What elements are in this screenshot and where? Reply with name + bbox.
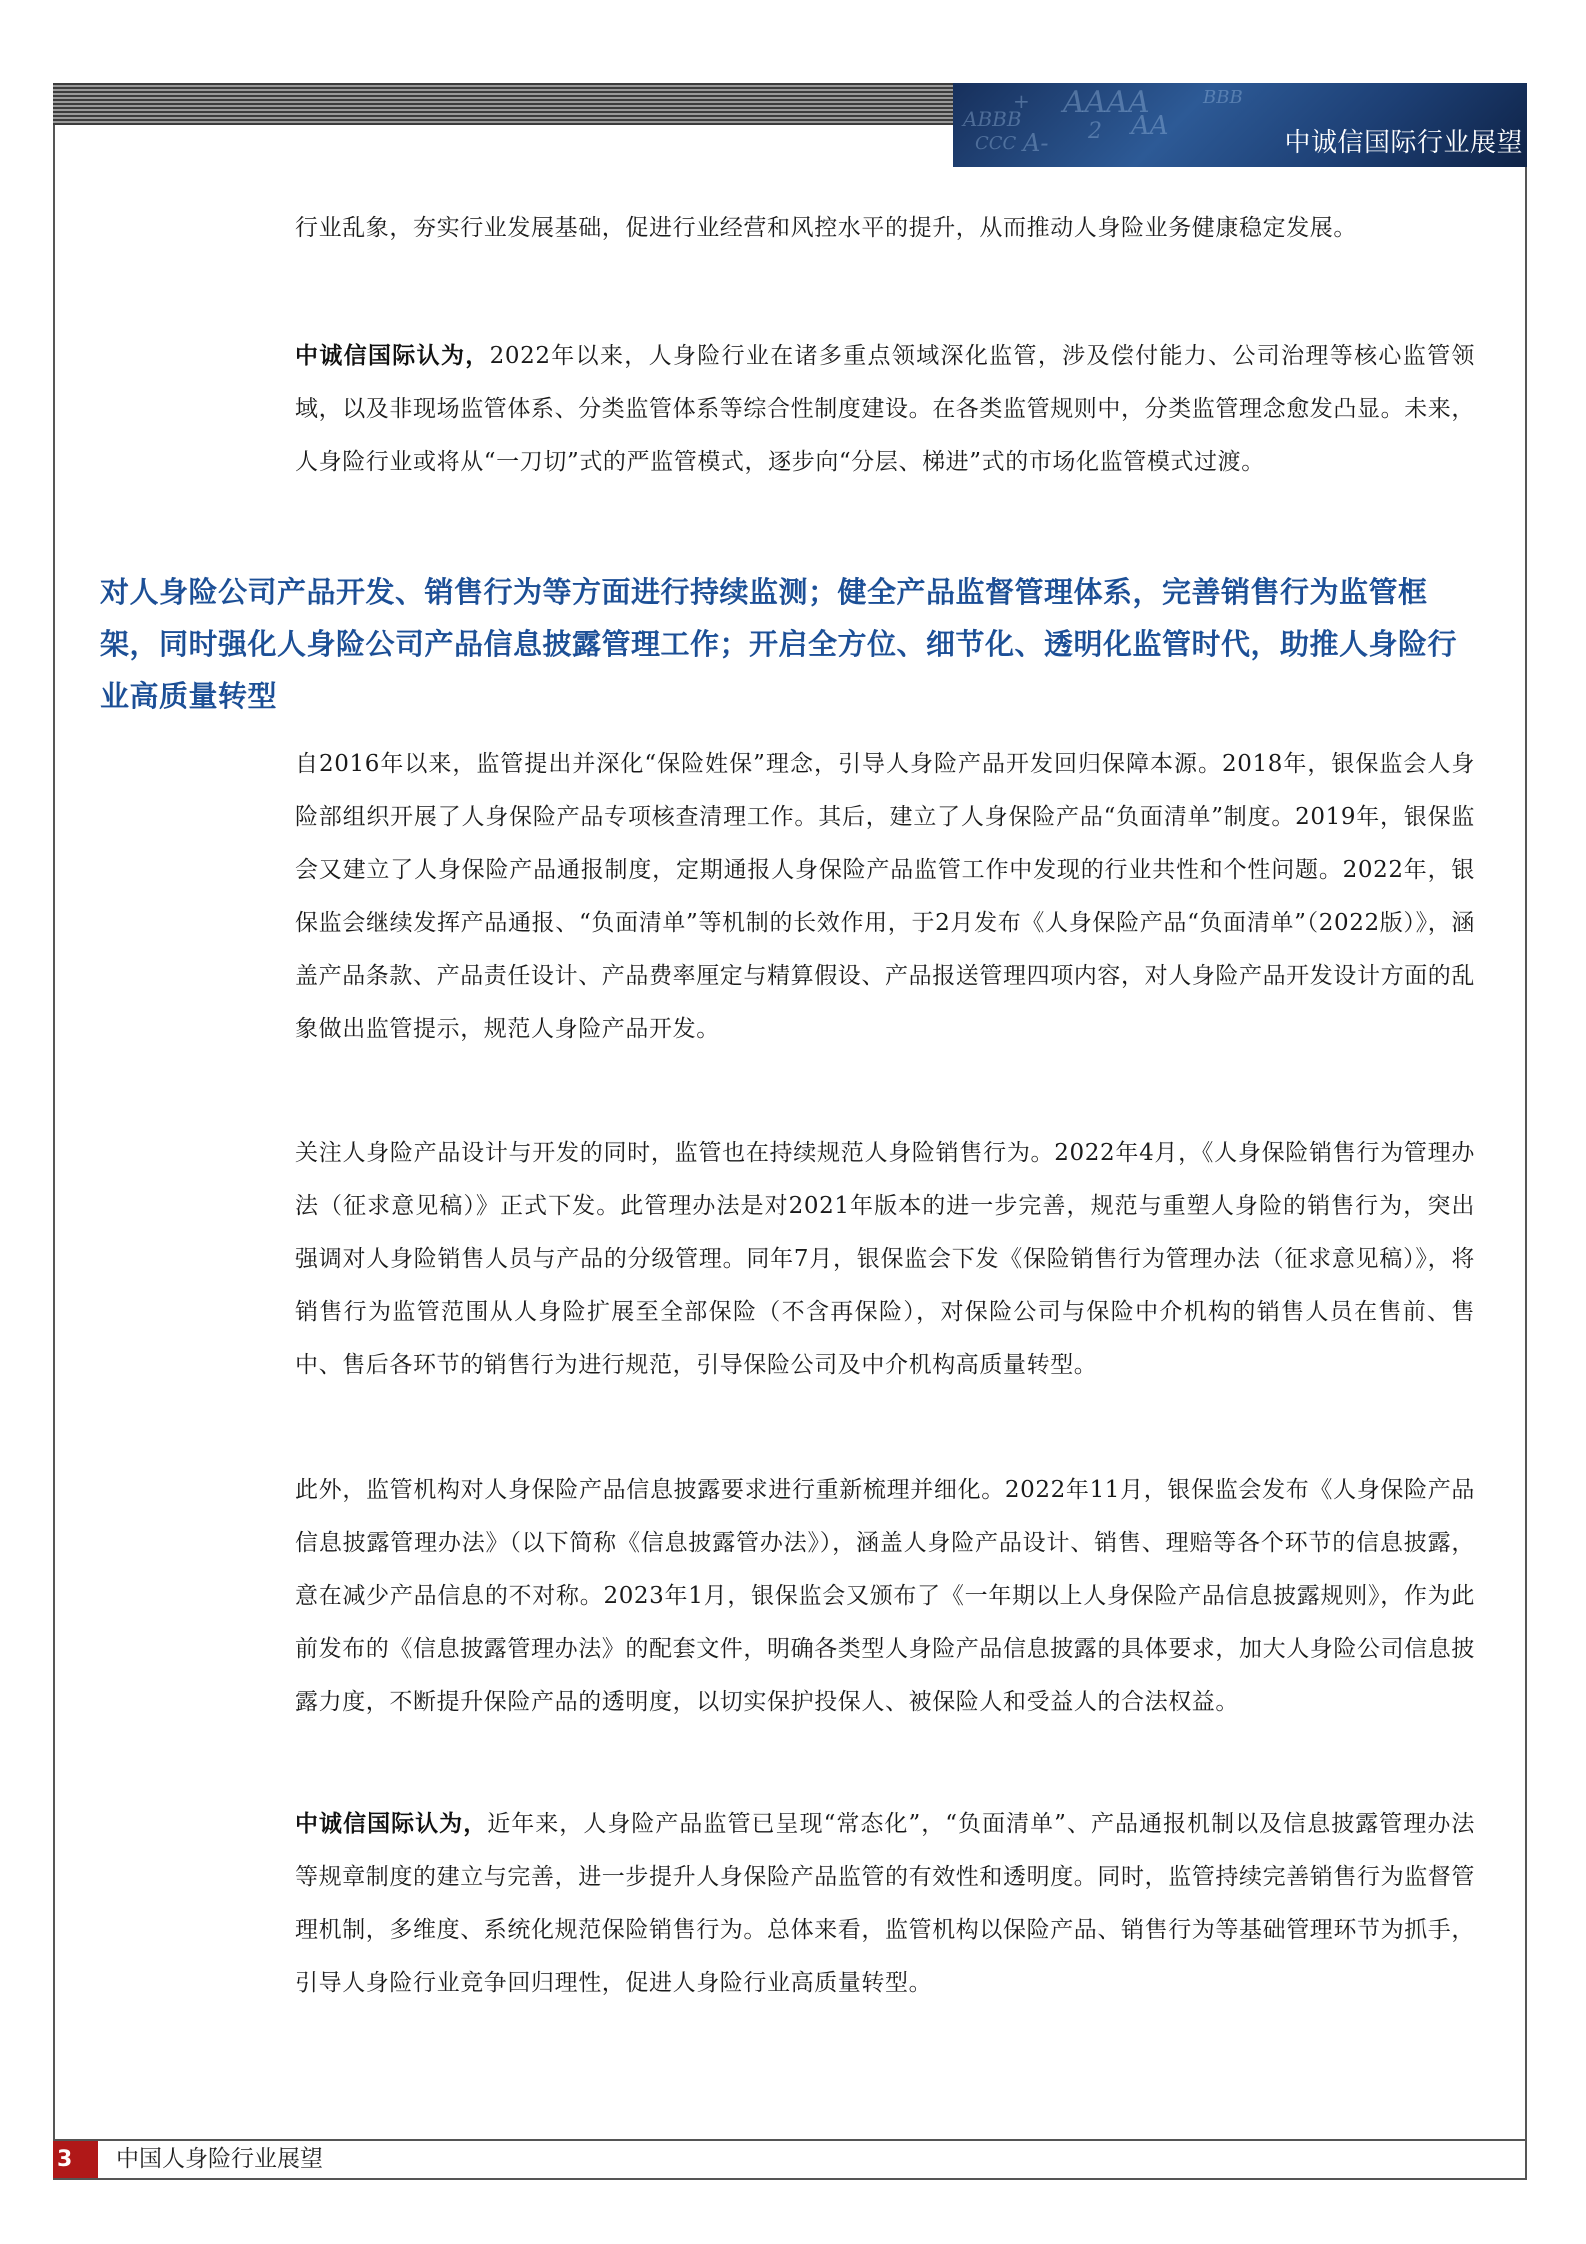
page-number: 3: [53, 2141, 98, 2178]
paragraph-1: 行业乱象，夯实行业发展基础，促进行业经营和风控水平的提升，从而推动人身险业务健康稳定发展。: [295, 215, 1357, 241]
paragraph-6-text: 近年来，人身险产品监管已呈现“常态化”，“负面清单”、产品通报机制以及信息披露管理办法等规章制度的建立与完善，进一步提升人身保险产品监管的有效性和透明度。同时，监管持续完善销售行为监督管理机制，多维度、系统化规范保险销售行为。总体来看，监管机构以保险产品、销售行为等基础管理环节为抓手，引导人身险行业竞争回归理性，促进人身险行业高质量转型。: [295, 1811, 1475, 1996]
banner-decor-text: CCC: [975, 133, 1017, 154]
paragraph-2-text: 2022年以来，人身险行业在诸多重点领域深化监管，涉及偿付能力、公司治理等核心监管领域，以及非现场监管体系、分类监管体系等综合性制度建设。在各类监管规则中，分类监管理念愈发凸显。未来，人身险行业或将从“一刀切”式的严监管模式，逐步向“分层、梯进”式的市场化监管模式过渡。: [295, 343, 1475, 475]
paragraph-4: 关注人身险产品设计与开发的同时，监管也在持续规范人身险销售行为。2022年4月，《人身保险销售行为管理办法（征求意见稿）》正式下发。此管理办法是对2021年版本的进一步完善，规范与重塑人身险的销售行为，突出强调对人身险销售人员与产品的分级管理。同年7月，银保监会下发《保险销售行为管理办法（征求意见稿）》，将销售行为监管范围从人身险扩展至全部保险（不含再保险），对保险公司与保险中介机构的销售人员在售前、售中、售后各环节的销售行为进行规范，引导保险公司及中介机构高质量转型。: [295, 1140, 1475, 1378]
footer-title: 中国人身险行业展望: [116, 2146, 323, 2172]
paragraph-3: 自2016年以来，监管提出并深化“保险姓保”理念，引导人身险产品开发回归保障本源。2018年，银保监会人身险部组织开展了人身保险产品专项核查清理工作。其后，建立了人身保险产品“负面清单”制度。2019年，银保监会又建立了人身保险产品通报制度，定期通报人身保险产品监管工作中发现的行业共性和个性问题。2022年，银保监会继续发挥产品通报、“负面清单”等机制的长效作用，于2月发布《人身保险产品“负面清单”（2022版）》，涵盖产品条款、产品责任设计、产品费率厘定与精算假设、产品报送管理四项内容，对人身险产品开发设计方面的乱象做出监管提示，规范人身险产品开发。: [295, 751, 1475, 1042]
banner-decor-text: 2: [1088, 119, 1102, 144]
banner-decor-text: A-: [1023, 129, 1049, 157]
header-banner: [953, 83, 1527, 167]
section-heading: 对人身险公司产品开发、销售行为等方面进行持续监测；健全产品监督管理体系，完善销售行为监管框架，同时强化人身险公司产品信息披露管理工作；开启全方位、细节化、透明化监管时代，助推人身险行业高质量转型: [100, 575, 1458, 713]
footer-bottom-rule: [53, 2178, 1527, 2180]
paragraph-6-lead: 中诚信国际认为，: [295, 1811, 488, 1837]
paragraph-6: [295, 1798, 1475, 2010]
banner-decor-text: AA: [1131, 111, 1169, 141]
header-title: 中诚信国际行业展望: [1284, 128, 1523, 158]
banner-decor-text: ABBB: [963, 107, 1022, 131]
paragraph-2: [295, 330, 1475, 489]
banner-decor-text: BBB: [1203, 87, 1243, 108]
banner-decor-text: +: [1013, 89, 1030, 113]
header-stripe-bar: [53, 83, 953, 125]
paragraph-5: 此外，监管机构对人身保险产品信息披露要求进行重新梳理并细化。2022年11月，银保监会发布《人身保险产品信息披露管理办法》（以下简称《信息披露管办法》），涵盖人身险产品设计、销售、理赔等各个环节的信息披露，意在减少产品信息的不对称。2023年1月，银保监会又颁布了《一年期以上人身保险产品信息披露规则》，作为此前发布的《信息披露管理办法》的配套文件，明确各类型人身险产品信息披露的具体要求，加大人身险公司信息披露力度，不断提升保险产品的透明度，以切实保护投保人、被保险人和受益人的合法权益。: [295, 1477, 1475, 1715]
paragraph-2-lead: 中诚信国际认为，: [295, 343, 490, 369]
banner-decor-text: AAAA: [1063, 85, 1150, 120]
